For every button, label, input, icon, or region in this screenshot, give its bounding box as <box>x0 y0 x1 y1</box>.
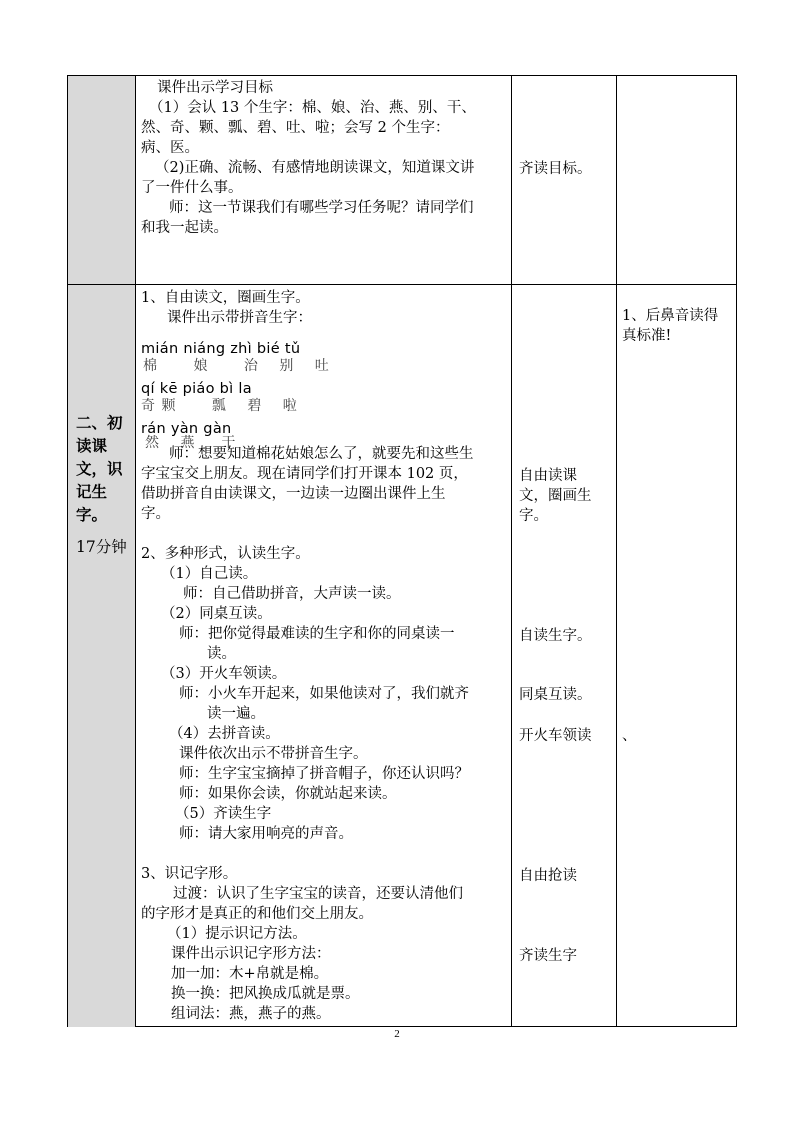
note-line: 真标准! <box>622 328 672 344</box>
step3-title: 3、识记字形。 <box>141 866 238 882</box>
page-number: 2 <box>394 1028 400 1040</box>
text-line: 读一遍。 <box>207 706 265 722</box>
step2-title: 2、多种形式，认读生字。 <box>141 546 310 562</box>
student-activity: 开火车领读 <box>519 728 592 744</box>
text-line: （2）同桌互读。 <box>161 606 272 622</box>
text-line: （4）去拼音读。 <box>169 726 280 742</box>
row-divider <box>68 284 736 285</box>
text-line: （1）会认 13 个生字：棉、娘、治、燕、别、干、 <box>149 100 476 116</box>
student-activity: 文，圈画生 <box>519 488 592 504</box>
student-activity: 自读生字。 <box>519 628 592 644</box>
row1-student-cell <box>519 159 614 179</box>
text-line: 借助拼音自由读课文，一边读一边圈出课件上生 <box>141 486 446 502</box>
text-line: 的字形才是真正的和他们交上朋友。 <box>141 906 373 922</box>
text-line: 师：这一节课我们有哪些学习任务呢？请同学们 <box>169 200 474 216</box>
pinyin-line: qí kē piáo bì la <box>141 381 252 397</box>
row2-content-cell <box>141 288 509 1024</box>
stage-title: 二、初读课文，识记生字。 <box>76 413 123 524</box>
note-line: 1、后鼻音读得 <box>622 308 719 324</box>
text-line: （3）开火车领读。 <box>161 666 287 682</box>
text-line: 师：小火车开起来，如果他读对了，我们就齐 <box>179 686 469 702</box>
student-activity: 齐读目标。 <box>519 161 592 177</box>
text-line: 字宝宝交上朋友。现在请同学们打开课本 102 页， <box>141 466 468 482</box>
text-line: 师：生字宝宝摘掉了拼音帽子，你还认识吗？ <box>179 766 469 782</box>
text-line: 师：把你觉得最难读的生字和你的同桌读一 <box>179 626 455 642</box>
text-line: 师：请大家用响亮的声音。 <box>179 826 353 842</box>
text-line: 病、医。 <box>141 140 199 156</box>
step1-title: 1、自由读文，圈画生字。 <box>141 290 310 306</box>
text-line: （1）提示识记方法。 <box>167 926 307 942</box>
pinyin-line: mián niáng zhì bié tǔ <box>141 341 301 357</box>
text-line: 换一换：把风换成瓜就是票。 <box>171 986 360 1002</box>
text-line: 读。 <box>207 646 236 662</box>
student-activity: 字。 <box>519 508 548 524</box>
text-line: 师：想要知道棉花姑娘怎么了，就要先和这些生 <box>169 446 474 462</box>
text-line: 过渡：认识了生字宝宝的读音，还要认清他们 <box>173 886 463 902</box>
text-line: 加一加：木+帛就是棉。 <box>171 966 329 982</box>
text-line: 了一件什么事。 <box>141 180 243 196</box>
text-line: 和我一起读。 <box>141 220 228 236</box>
text-line: 字。 <box>141 506 170 522</box>
student-activity: 自由抢读 <box>519 868 577 884</box>
step1-sub: 课件出示带拼音生字： <box>167 310 312 326</box>
text-line: 课件依次出示不带拼音生字。 <box>179 746 368 762</box>
row2-note-cell <box>622 306 734 346</box>
pinyin-line: rán yàn gàn <box>141 421 232 437</box>
stage-time: 17分钟 <box>76 538 127 556</box>
text-line: （5）齐读生字 <box>175 806 272 822</box>
text-line: 师：自己借助拼音，大声读一读。 <box>183 586 401 602</box>
text-line: 课件出示学习目标 <box>157 80 273 96</box>
lesson-table <box>67 75 737 1027</box>
row1-content-cell <box>141 78 509 238</box>
student-activity: 齐读生字 <box>519 948 577 964</box>
note-mark: 、 <box>622 728 637 744</box>
row2-student-cell <box>519 466 614 526</box>
text-line: 组词法：燕，燕子的燕。 <box>171 1006 331 1022</box>
column-divider <box>616 76 617 1026</box>
text-line: （2)正确、流畅、有感情地朗读课文，知道课文讲 <box>155 160 475 176</box>
stage-label <box>76 411 132 559</box>
text-line: 课件出示识记字形方法： <box>171 946 331 962</box>
hanzi-line: 然 燕 干 <box>145 435 237 451</box>
column-divider <box>511 76 512 1026</box>
hanzi-line: 棉 娘 治 别 吐 <box>143 358 330 374</box>
text-line: （1）自己读。 <box>161 566 258 582</box>
student-activity: 同桌互读。 <box>519 687 592 703</box>
text-line: 师：如果你会读，你就站起来读。 <box>179 786 397 802</box>
hanzi-line: 奇 颗 瓢 碧 啦 <box>141 398 298 414</box>
text-line: 然、奇、颗、瓢、碧、吐、啦；会写 2 个生字： <box>141 120 450 136</box>
column-divider <box>135 76 136 1026</box>
student-activity: 自由读课 <box>519 468 577 484</box>
